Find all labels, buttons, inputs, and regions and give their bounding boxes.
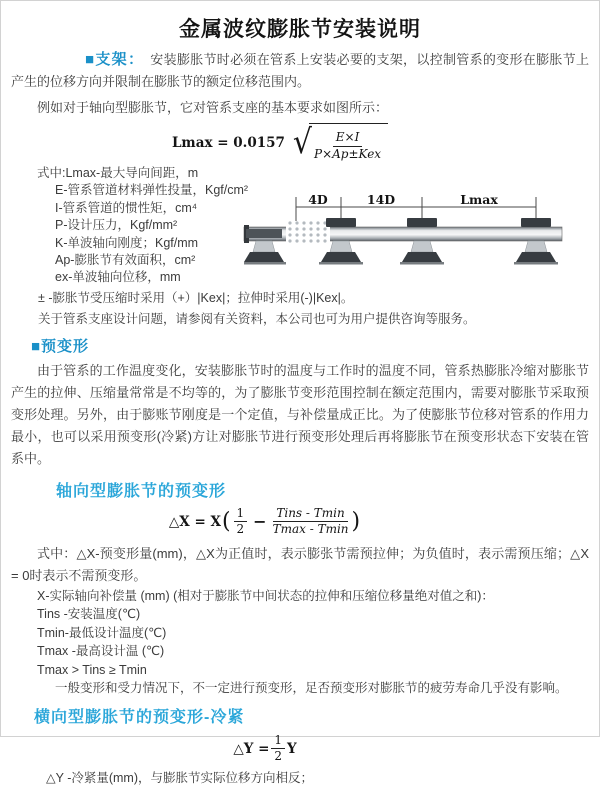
axial-predeform-heading: 轴向型膨胀节的预变形 bbox=[56, 482, 227, 500]
support-intro-text: 安装膨胀节时必须在管系上安装必要的支架，以控制管系的变形在膨胀节上产生的位移方向并限制在膨胀节的额定位移范围内。 bbox=[11, 52, 589, 89]
lmax-formula-lhs: Lmax = 0.0157 bbox=[171, 135, 285, 151]
consult-note: 关于管系支座设计问题，请参阅有关资料，本公司也可为用户提供咨询等服务。 bbox=[38, 311, 476, 326]
axial-note: Tins -安装温度(℃) bbox=[37, 607, 141, 622]
lateral-formula-rhs: Y bbox=[287, 740, 297, 757]
support-example-line: 例如对于轴向型膨胀节，它对管系支座的基本要求如图所示： bbox=[37, 100, 389, 115]
page-title: 金属波纹膨胀节安装说明 bbox=[179, 18, 421, 41]
variable-definition: I-管系管道的惯性矩，cm⁴ bbox=[55, 200, 198, 215]
variable-definition: Ap-膨胀节有效面积，cm² bbox=[55, 253, 196, 268]
sqrt-radicand bbox=[309, 123, 388, 162]
axial-predeform-formula bbox=[0, 505, 564, 539]
lateral-formula-lhs: △Y = bbox=[233, 740, 270, 757]
dim-label-lmax: Lmax bbox=[460, 192, 498, 207]
axial-note: Tmax -最高设计温 (℃) bbox=[37, 644, 165, 659]
sqrt-radical-icon: √ bbox=[292, 122, 313, 163]
dim-label-4d: 4D bbox=[308, 192, 328, 207]
bellows-icon bbox=[286, 221, 330, 247]
lateral-predeform-heading: 横向型膨胀节的预变形-冷紧 bbox=[34, 708, 245, 726]
predeform-body-paragraph: 由于管系的工作温度变化，安装膨胀节时的温度与工作时的温度不同，管系热膨胀冷缩对膨胀节产生的拉伸、压缩量常常是不均等的，为了膨胀节变形范围控制在额定范围内，需要对膨胀节采取预变形处理。另外，由于膨账节刚度是一个定值，与补偿量成正比。为了使膨胀节位移对管系的作用力最小，也可以采用预变形(冷紧)方让对膨胀节进行预变形处理后再将膨胀节在预变形状态下安装在管系中。 bbox=[11, 362, 589, 466]
predeform-section-heading: ■预变形 bbox=[31, 337, 90, 355]
lmax-fraction-denominator: P×Ap±Kex bbox=[314, 147, 382, 161]
half-denominator: 2 bbox=[274, 749, 283, 764]
support-section-label: ■支架： bbox=[85, 51, 145, 68]
dim-label-14d: 14D bbox=[366, 192, 396, 207]
anchor-support-icon bbox=[244, 225, 286, 265]
half-fraction bbox=[234, 506, 248, 538]
lmax-formula bbox=[0, 122, 579, 163]
axial-formula-lhs: △X = X bbox=[168, 513, 221, 530]
axial-formula-explanation: 式中：△X-预变形量(mm)，△X为正值时，表示膨张节需预拉伸；为负值时，表示需预压缩；△X = 0时表示不需预变形。 bbox=[11, 545, 589, 583]
half-numerator: 1 bbox=[271, 733, 285, 750]
temp-denominator: Tmax - Tmin bbox=[272, 522, 349, 537]
variable-definition: P-设计压力，Kgf/mm² bbox=[55, 218, 178, 233]
plus-minus-note: ± -膨胀节受压缩时采用（+）|Kex|；拉伸时采用(-)|Kex|。 bbox=[38, 290, 354, 305]
axial-note: X-实际轴向补偿量 (mm) (相对于膨胀节中间状态的拉伸和压缩位移量绝对值之和)： bbox=[37, 588, 494, 603]
cold-tightening-note: △Y -冷紧量(mm)，与膨胀节实际位移方向相反； bbox=[46, 770, 314, 785]
variable-definition: K-单波轴向刚度；Kgf/mm bbox=[55, 235, 199, 250]
minus-sign: − bbox=[253, 512, 267, 532]
lmax-fraction bbox=[314, 130, 381, 162]
pipe-support-diagram bbox=[244, 191, 594, 291]
axial-note: Tmin-最低设计温度(℃) bbox=[37, 625, 167, 640]
axial-note: 一般变形和受力情况下，不一定进行预变形，足否预变形对膨胀节的疲劳寿命几乎没有影响。 bbox=[55, 681, 568, 696]
axial-note: Tmax > Tins ≥ Tmin bbox=[37, 662, 147, 677]
support-intro-paragraph bbox=[11, 49, 589, 93]
temp-numerator: Tins - Tmin bbox=[273, 506, 347, 523]
half-denominator: 2 bbox=[236, 522, 245, 537]
lateral-predeform-formula bbox=[0, 732, 564, 764]
variable-definition: 式中:Lmax-最大导向间距，m bbox=[37, 166, 199, 180]
open-paren: ( bbox=[221, 509, 231, 535]
temperature-fraction bbox=[273, 506, 349, 538]
variable-definition: E-管系管道材料弹性投量，Kgf/cm² bbox=[55, 183, 249, 198]
axial-notes-list bbox=[1, 587, 599, 698]
lmax-fraction-numerator: E×I bbox=[333, 130, 363, 147]
close-paren: ) bbox=[351, 509, 361, 535]
half-fraction bbox=[271, 733, 285, 765]
variable-definition: ex-单波轴向位移，mm bbox=[55, 270, 181, 285]
half-numerator: 1 bbox=[234, 506, 248, 523]
